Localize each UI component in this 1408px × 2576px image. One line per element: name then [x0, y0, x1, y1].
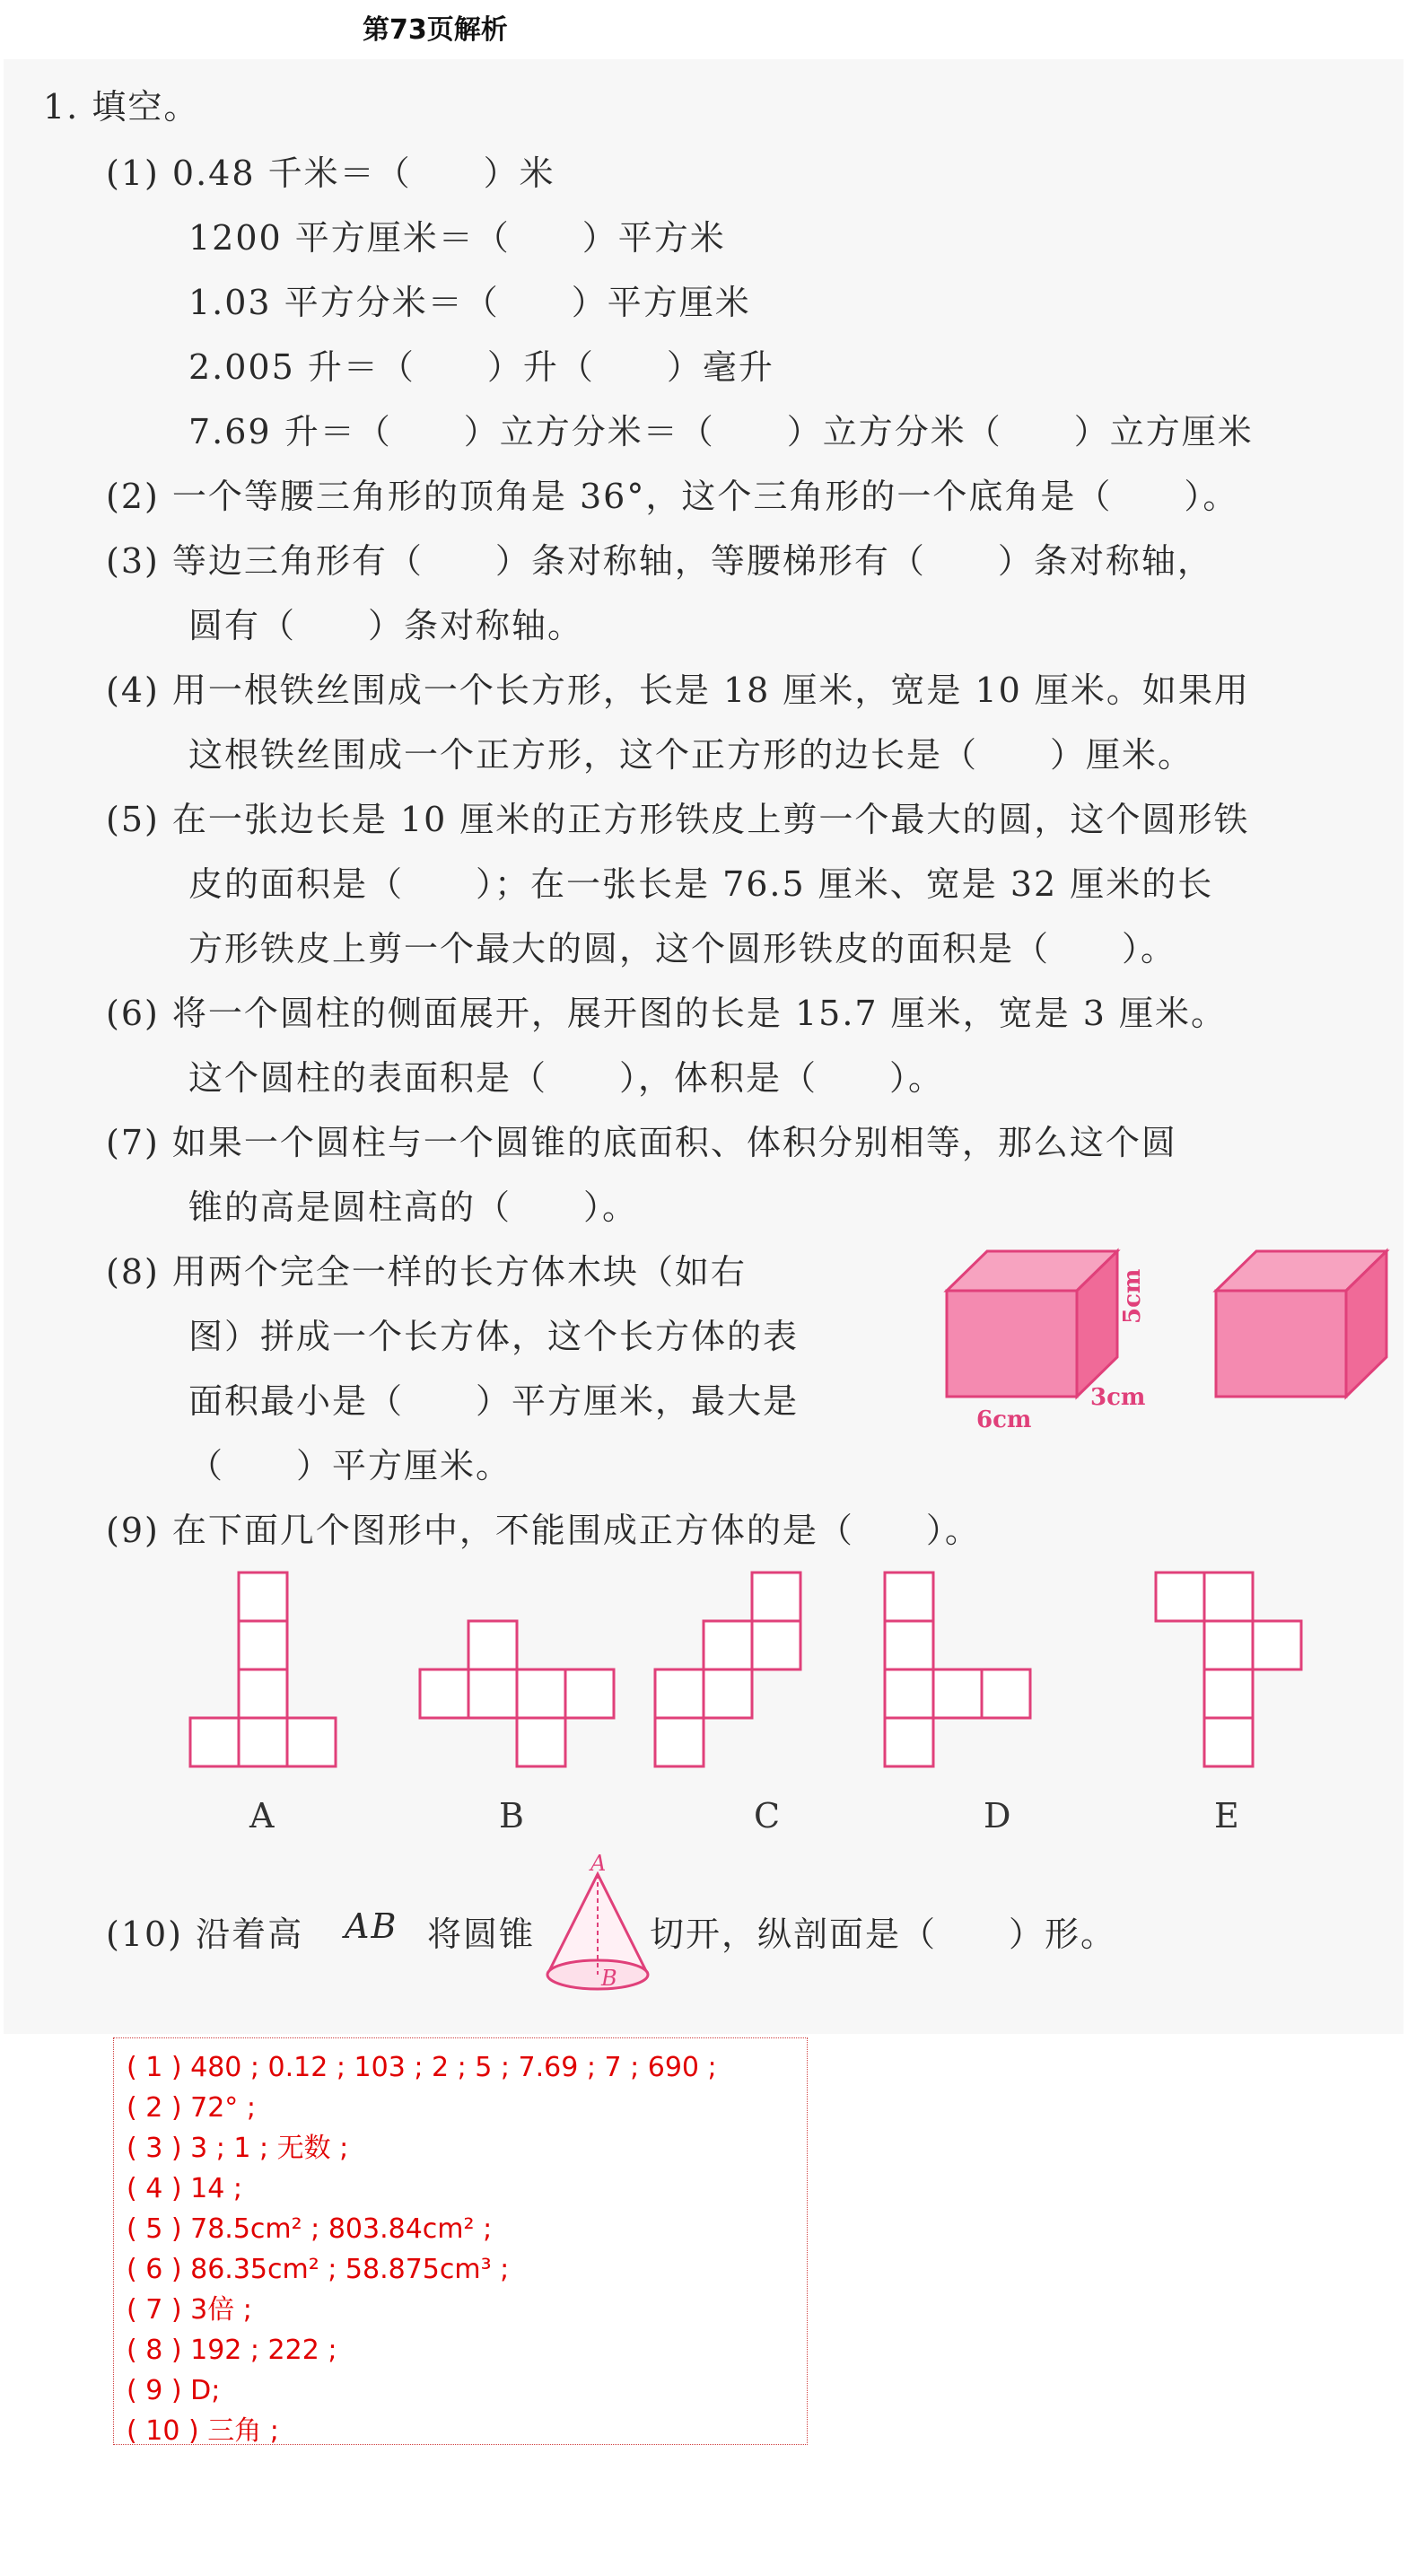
q8-line-4: （ ）平方厘米。 — [188, 1446, 512, 1485]
q9-line: (9) 在下面几个图形中，不能围成正方体的是（ ）。 — [106, 1511, 981, 1550]
q5-line-2: 皮的面积是（ ）；在一张长是 76.5 厘米、宽是 32 厘米的长 — [188, 864, 1214, 904]
q8-line-1: (8) 用两个完全一样的长方体木块（如右 — [106, 1252, 747, 1292]
q7-line-1: (7) 如果一个圆柱与一个圆锥的底面积、体积分别相等，那么这个圆 — [106, 1123, 1177, 1162]
net-label-b: B — [499, 1796, 524, 1836]
answer-3: ( 3 ) 3 ; 1 ; 无数 ; — [127, 2133, 349, 2164]
net-d — [885, 1573, 1030, 1766]
answer-9: ( 9 ) D; — [127, 2375, 221, 2406]
answer-7: ( 7 ) 3倍 ; — [127, 2294, 252, 2326]
answer-10: ( 10 ) 三角 ; — [127, 2415, 279, 2447]
cone-base-label: B — [601, 1966, 617, 1991]
answer-8: ( 8 ) 192 ; 222 ; — [127, 2335, 337, 2366]
q1-line-5: 7.69 升＝（ ）立方分米＝（ ）立方分米（ ）立方厘米 — [188, 412, 1254, 451]
q10-line-start: (10) 沿着高 — [106, 1914, 304, 1954]
q10-line-mid: 将圆锥 — [427, 1914, 536, 1954]
problem-heading: 1. 填空。 — [43, 87, 200, 127]
q1-line-3: 1.03 平方分米＝（ ）平方厘米 — [188, 283, 751, 322]
net-c — [655, 1573, 800, 1766]
q9-cube-nets — [179, 1562, 1310, 1840]
q6-line-2: 这个圆柱的表面积是（ ），体积是（ ）。 — [188, 1058, 945, 1098]
q1-line-4: 2.005 升＝（ ）升（ ）毫升 — [188, 347, 774, 387]
net-label-c: C — [754, 1796, 781, 1836]
q8-line-3: 面积最小是（ ）平方厘米，最大是 — [188, 1381, 800, 1421]
answer-2: ( 2 ) 72° ; — [127, 2092, 256, 2124]
q7-line-2: 锥的高是圆柱高的（ ）。 — [188, 1187, 639, 1227]
q8-line-2: 图）拼成一个长方体，这个长方体的表 — [188, 1317, 800, 1356]
q10-ab-label: AB — [345, 1906, 398, 1946]
net-a — [190, 1573, 336, 1766]
cone-figure — [537, 1854, 662, 2007]
answer-5: ( 5 ) 78.5cm² ; 803.84cm² ; — [127, 2213, 493, 2245]
q6-line-1: (6) 将一个圆柱的侧面展开，展开图的长是 15.7 厘米，宽是 3 厘米。 — [106, 994, 1228, 1033]
dim-depth-label: 3cm — [1090, 1384, 1146, 1411]
cuboid-left — [947, 1251, 1117, 1397]
q8-cuboids-figure — [933, 1239, 1400, 1445]
q4-line-1: (4) 用一根铁丝围成一个长方形，长是 18 厘米，宽是 10 厘米。如果用 — [106, 670, 1250, 710]
net-label-d: D — [984, 1796, 1011, 1836]
q5-line-3: 方形铁皮上剪一个最大的圆，这个圆形铁皮的面积是（ ）。 — [188, 929, 1177, 968]
answer-4: ( 4 ) 14 ; — [127, 2173, 242, 2204]
cuboid-right — [1216, 1251, 1386, 1397]
net-e — [1156, 1573, 1301, 1766]
q2-line: (2) 一个等腰三角形的顶角是 36°，这个三角形的一个底角是（ ）。 — [106, 477, 1239, 516]
q1-line-2: 1200 平方厘米＝（ ）平方米 — [188, 218, 726, 258]
answer-1: ( 1 ) 480 ; 0.12 ; 103 ; 2 ; 5 ; 7.69 ; 7 ; 690 ; — [127, 2052, 717, 2083]
q10-line-end: 切开，纵剖面是（ ）形。 — [650, 1914, 1117, 1954]
net-label-a: A — [249, 1796, 275, 1836]
answer-box — [113, 2037, 808, 2445]
q3-line-2: 圆有（ ）条对称轴。 — [188, 606, 584, 645]
q3-line-1: (3) 等边三角形有（ ）条对称轴，等腰梯形有（ ）条对称轴， — [106, 541, 1213, 581]
net-label-e: E — [1214, 1796, 1239, 1836]
answer-6: ( 6 ) 86.35cm² ; 58.875cm³ ; — [127, 2254, 510, 2285]
cone-apex-label: A — [590, 1854, 607, 1876]
page-title: 第73页解析 — [363, 14, 508, 46]
net-b — [420, 1621, 614, 1766]
q5-line-1: (5) 在一张边长是 10 厘米的正方形铁皮上剪一个最大的圆，这个圆形铁 — [106, 800, 1250, 839]
q4-line-2: 这根铁丝围成一个正方形，这个正方形的边长是（ ）厘米。 — [188, 735, 1194, 775]
dim-length-label: 6cm — [976, 1406, 1032, 1433]
dim-height-label: 5cm — [1119, 1268, 1146, 1324]
q1-line-1: (1) 0.48 千米＝（ ）米 — [106, 153, 555, 193]
